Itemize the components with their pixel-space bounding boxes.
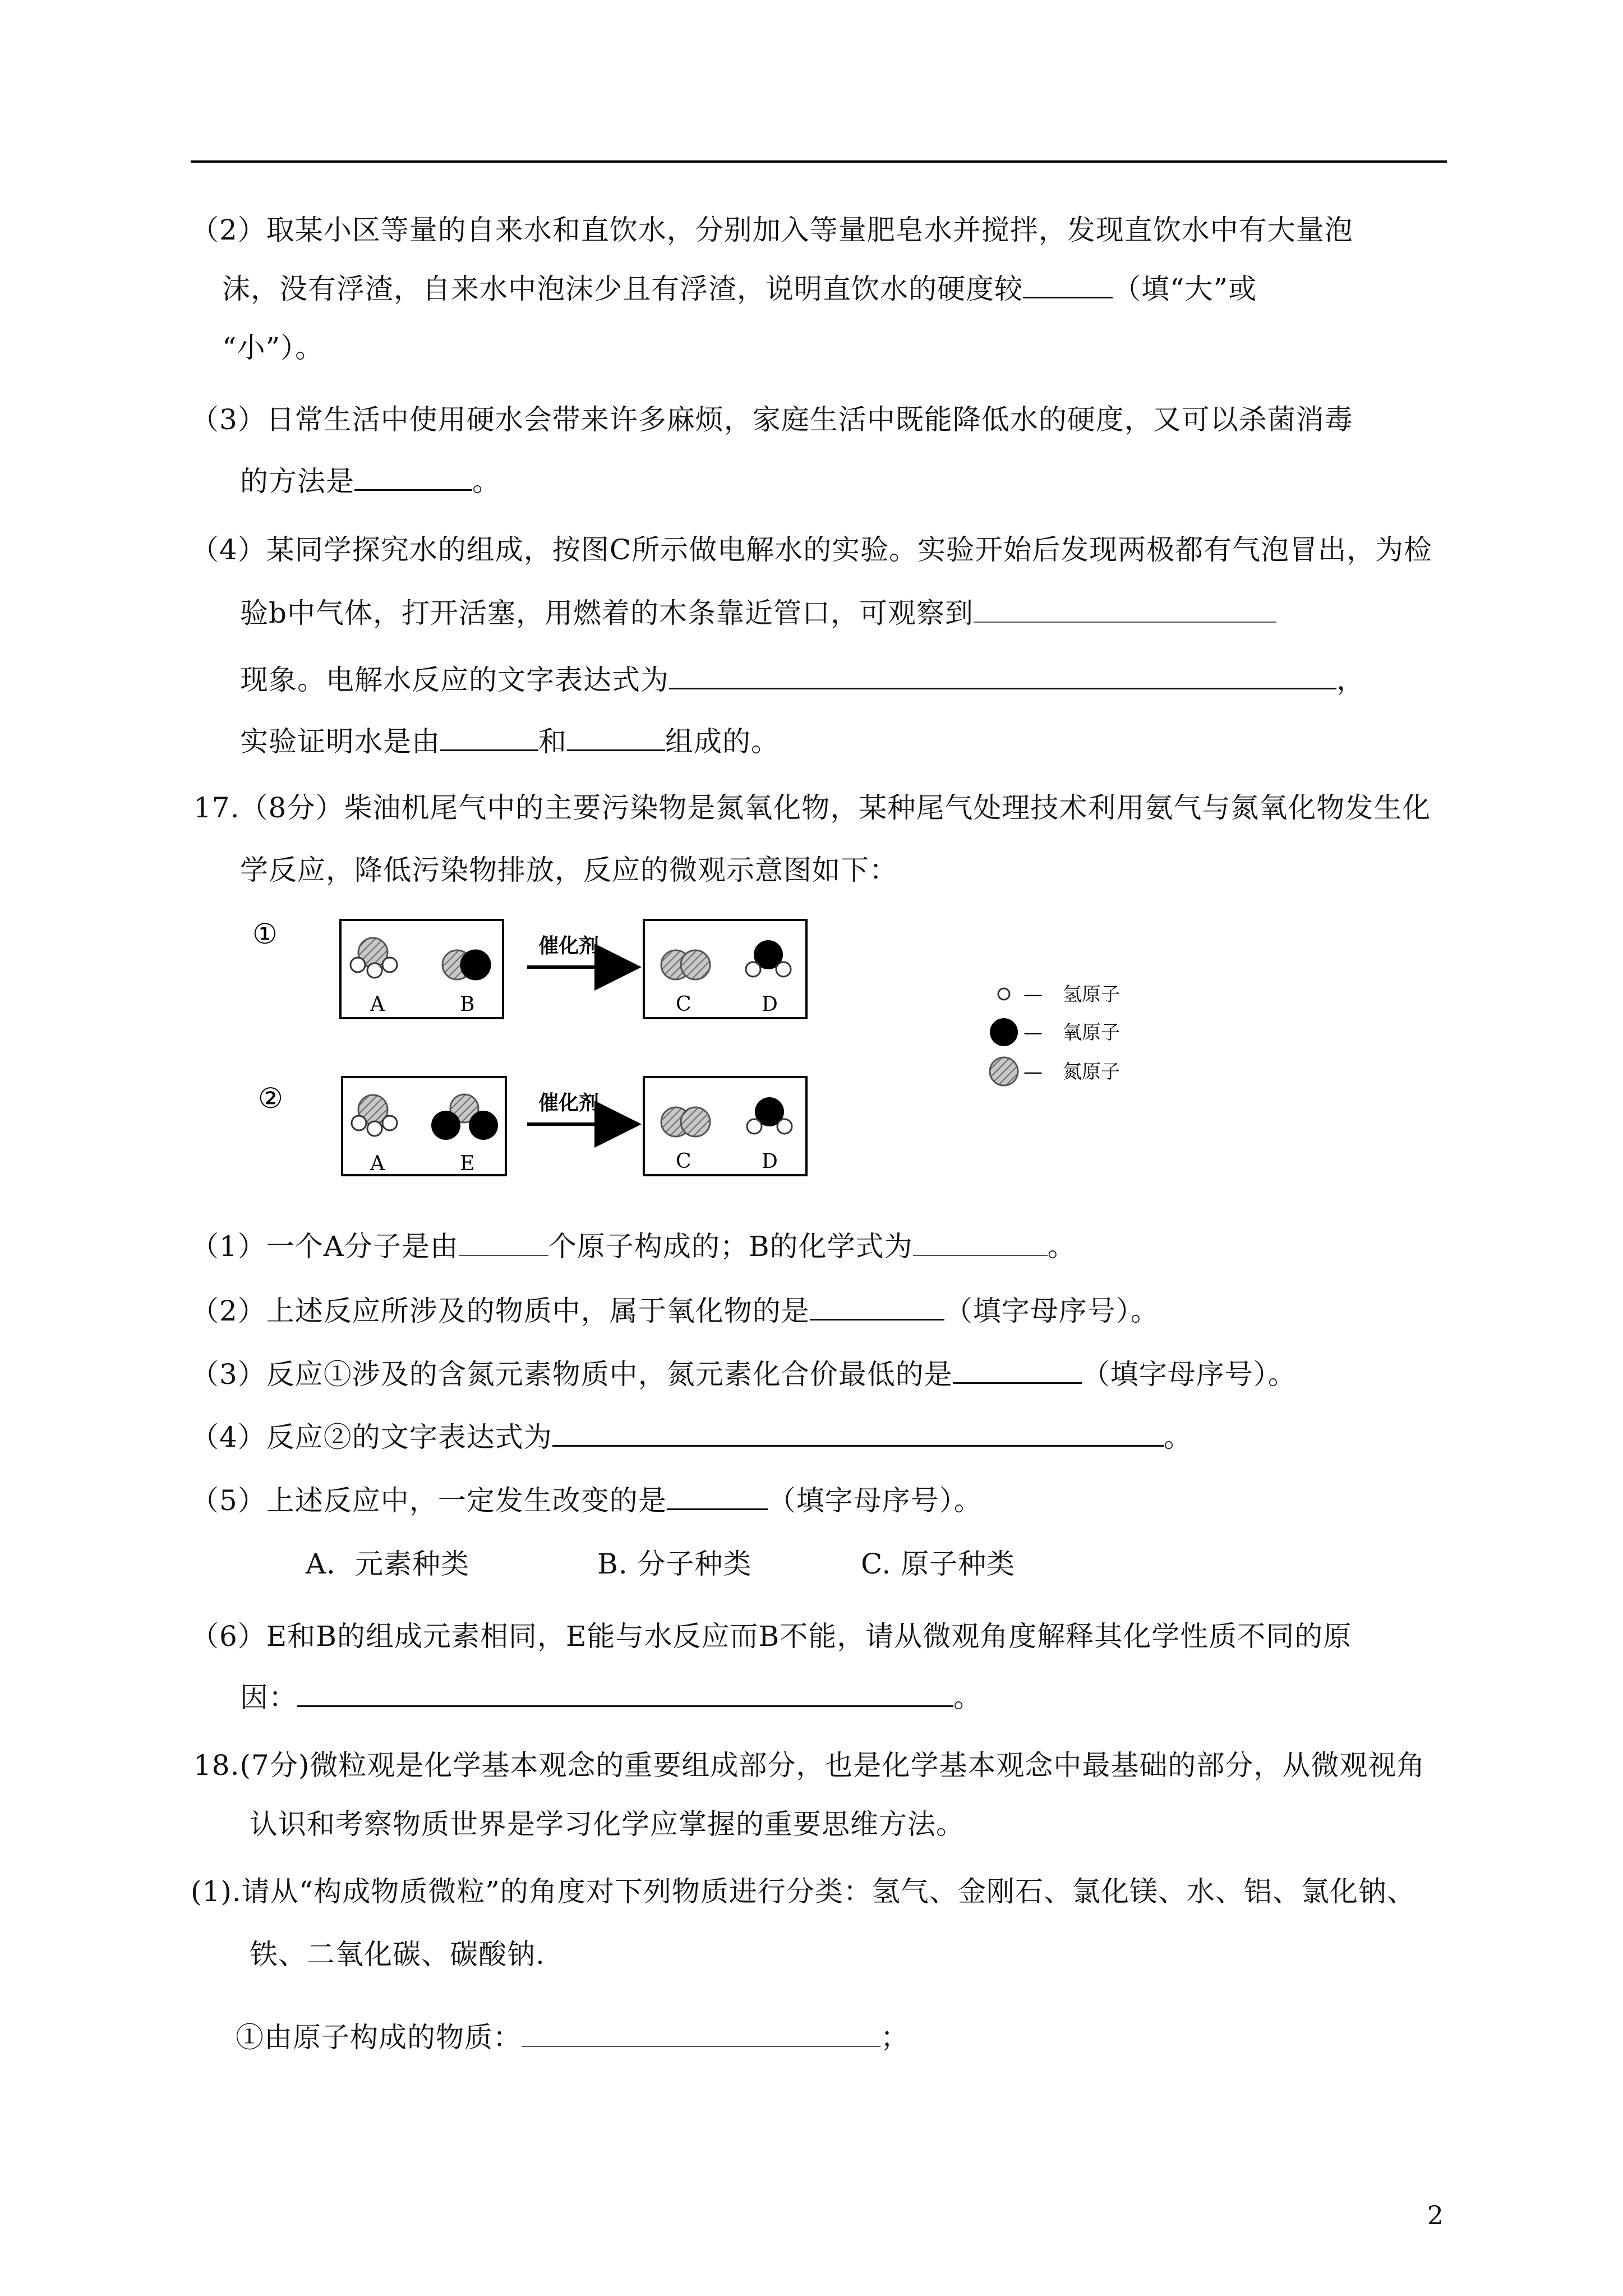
q17-stem-line1: 17.（8分）柴油机尾气中的主要污染物是氮氧化物，某种尾气处理技术利用氨气与氮氧化物发生化 (193, 792, 1431, 824)
catalyst-label: 催化剂 (538, 934, 600, 958)
label-e: E (460, 1152, 475, 1175)
oxygen-atom (469, 1111, 498, 1140)
reaction2-number: ② (258, 1082, 283, 1115)
answer-blank[interactable] (669, 662, 1336, 689)
page-number: 2 (1427, 2200, 1444, 2230)
hydrogen-atom (776, 962, 791, 977)
q17-p2: （2）上述反应所涉及的物质中，属于氧化物的是 （填字母序号）。 (191, 1293, 1159, 1329)
nitric-oxide-molecule-b (442, 950, 490, 979)
q16-p2-line1: （2）取某小区等量的自来水和直饮水，分别加入等量肥皂水并搅拌，发现直饮水中有大量泡 (191, 214, 1353, 246)
option-a[interactable]: A．元素种类 (306, 1548, 470, 1580)
q18-p1-line2: 铁、二氧化碳、碳酸钠. (250, 1938, 545, 1971)
hydrogen-atom (747, 1119, 762, 1134)
oxygen-legend-icon (990, 1018, 1018, 1046)
nitrogen-atom (681, 950, 710, 979)
answer-blank[interactable] (810, 1293, 944, 1320)
q16-p4-line2: 验b中气体，打开活塞，用燃着的木条靠近管口，可观察到 (240, 595, 1276, 631)
q16-p3-line1: （3）日常生活中使用硬水会带来许多麻烦，家庭生活中既能降低水的硬度，又可以杀菌消毒 (191, 403, 1353, 436)
nitrogen-molecule-c (661, 1107, 710, 1137)
reaction-micro-diagram (0, 909, 1623, 1189)
answer-blank[interactable] (974, 596, 1276, 623)
option-b[interactable]: B. 分子种类 (597, 1548, 752, 1580)
q17-stem-line2: 学反应，降低污染物排放，反应的微观示意图如下： (240, 854, 898, 886)
answer-blank[interactable] (567, 724, 665, 751)
hydrogen-atom (367, 1121, 382, 1136)
q17-p3: （3）反应①涉及的含氮元素物质中，氮元素化合价最低的是 （填字母序号）。 (191, 1356, 1297, 1392)
q16-p4-line4: 实验证明水是由 和 组成的。 (240, 724, 780, 760)
answer-blank[interactable] (522, 2020, 880, 2047)
answer-blank[interactable] (1023, 271, 1113, 298)
answer-blank[interactable] (459, 1229, 548, 1256)
legend-dash: — (1023, 983, 1043, 1006)
oxygen-atom (461, 950, 490, 979)
reaction1-number: ① (252, 918, 278, 950)
hydrogen-atom (746, 962, 760, 977)
catalyst-label: 催化剂 (538, 1091, 600, 1115)
hydrogen-legend-icon (998, 988, 1009, 1000)
q17-p5: （5）上述反应中，一定发生改变的是 （填字母序号）。 (191, 1483, 983, 1519)
answer-blank[interactable] (552, 1419, 1164, 1447)
q16-p3-line2: 的方法是 。 (240, 463, 501, 499)
q16-p2-line3: “小”）。 (222, 332, 324, 364)
q16-p2-line2: 沫，没有浮渣，自来水中泡沫少且有浮渣，说明直饮水的硬度较 （填“大”或 (222, 271, 1257, 307)
label-c: C (676, 1150, 691, 1173)
nitrogen-molecule-c (661, 950, 710, 979)
hydrogen-atom (352, 1116, 366, 1130)
answer-blank[interactable] (667, 1483, 768, 1510)
hydrogen-atom (351, 958, 365, 972)
oxygen-atom (431, 1111, 460, 1140)
option-c[interactable]: C. 原子种类 (861, 1548, 1016, 1580)
answer-blank[interactable] (440, 724, 538, 751)
nitrogen-legend-icon (990, 1057, 1018, 1085)
q18-sub1: ①由原子构成的物质： ； (236, 2021, 909, 2054)
q17-options (306, 1546, 1015, 1582)
legend-hydrogen: 氢原子 (1063, 983, 1120, 1006)
label-d: D (762, 993, 778, 1016)
header-rule (191, 160, 1447, 163)
q16-p4-line3: 现象。电解水反应的文字表达式为 ， (240, 662, 1365, 698)
q17-p6-line1: （6）E和B的组成元素相同，E能与水反应而B不能，请从微观角度解释其化学性质不同的原 (191, 1620, 1352, 1653)
answer-blank[interactable] (913, 1229, 1048, 1256)
hydrogen-atom (777, 1119, 792, 1134)
label-a: A (370, 1152, 385, 1175)
label-b: B (460, 993, 475, 1016)
q18-p1-line1: (1).请从“构成物质微粒”的角度对下列物质进行分类：氢气、金刚石、氯化镁、水、铝、氯化钠、 (191, 1875, 1415, 1908)
hydrogen-atom (367, 963, 382, 978)
hydrogen-atom (382, 958, 397, 972)
answer-blank[interactable] (354, 463, 472, 491)
hydrogen-atom (382, 1116, 397, 1130)
label-c: C (676, 993, 691, 1016)
label-a: A (370, 993, 385, 1016)
answer-blank[interactable] (953, 1356, 1082, 1384)
q17-p6-line2: 因： 。 (240, 1680, 982, 1715)
q18-stem-line2: 认识和考察物质世界是学习化学应掌握的重要思维方法。 (250, 1808, 965, 1841)
label-d: D (762, 1150, 778, 1173)
legend-dash: — (1023, 1022, 1043, 1044)
q18-stem-line1: 18.(7分)微粒观是化学基本观念的重要组成部分，也是化学基本观念中最基础的部分，从微观视角 (193, 1749, 1426, 1782)
q17-p1: （1）一个A分子是由 个原子构成的；B的化学式为 。 (191, 1230, 1076, 1263)
legend-oxygen: 氧原子 (1063, 1022, 1120, 1044)
legend-dash: — (1023, 1061, 1043, 1083)
nitrogen-atom (681, 1107, 710, 1137)
q16-p4-line1: （4）某同学探究水的组成，按图C所示做电解水的实验。实验开始后发现两极都有气泡冒出，为检 (191, 533, 1433, 566)
q17-p4: （4）反应②的文字表达式为 。 (191, 1419, 1192, 1455)
atom-legend (990, 983, 1120, 1085)
answer-blank[interactable] (297, 1680, 953, 1707)
legend-nitrogen: 氮原子 (1063, 1061, 1120, 1083)
